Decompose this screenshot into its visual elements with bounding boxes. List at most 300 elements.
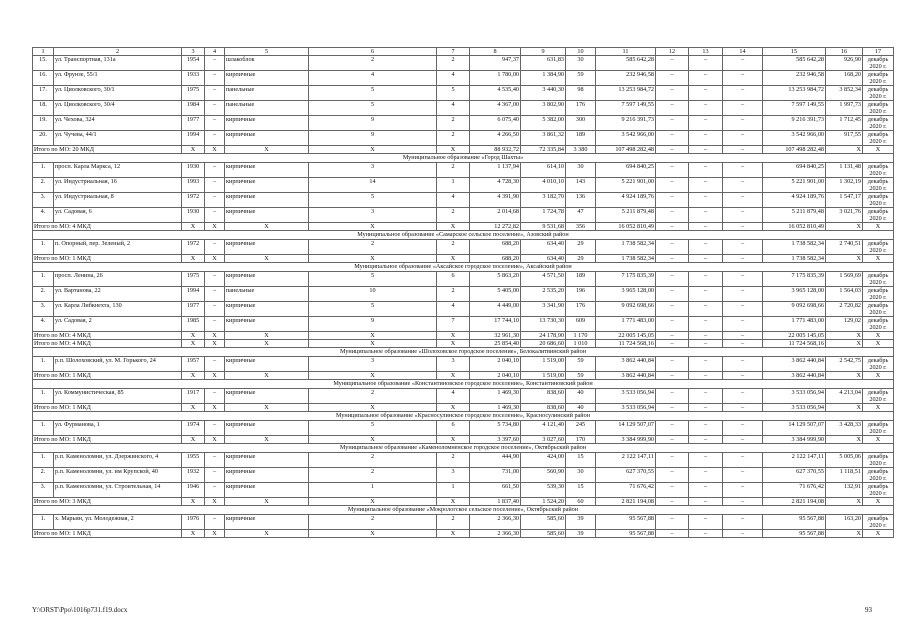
table-cell: – [205, 302, 225, 317]
municipality-heading-row [33, 231, 894, 240]
subtotal-cell: X [205, 223, 225, 231]
subtotal-cell: 1 170 [566, 332, 596, 340]
subtotal-cell: 1 738 582,34 [596, 255, 656, 263]
table-cell: 3 341,90 [521, 302, 566, 317]
table-cell: 5 005,06 [826, 453, 863, 468]
table-cell: 1 [437, 178, 470, 193]
address-cell: ул. Чехова, 324 [54, 116, 182, 131]
table-cell: 7 [437, 317, 470, 332]
table-cell: 17. [33, 86, 54, 101]
table-cell: 13 253 984,72 [596, 86, 656, 101]
subtotal-cell: X [309, 436, 437, 444]
table-cell: 1 384,90 [521, 71, 566, 86]
table-cell: – [723, 116, 763, 131]
subtotal-cell: 29 [566, 255, 596, 263]
table-cell: – [205, 515, 225, 530]
table-cell: 661,50 [470, 483, 521, 498]
table-cell: 5 382,00 [521, 116, 566, 131]
table-cell: 17 744,10 [470, 317, 521, 332]
column-number-cell: 4 [205, 48, 225, 56]
table-cell: – [656, 116, 689, 131]
column-number-cell: 14 [723, 48, 763, 56]
table-cell: 40 [566, 389, 596, 404]
address-cell: ул. Циолковского, 30/4 [54, 101, 182, 116]
table-cell: 1946 [182, 483, 205, 498]
table-cell: 1976 [182, 515, 205, 530]
table-cell: – [723, 131, 763, 146]
table-cell: 1 131,48 [826, 163, 863, 178]
table-cell: 1972 [182, 240, 205, 255]
subtotal-cell: 2 366,30 [470, 530, 521, 538]
table-cell: 10 [309, 287, 437, 302]
municipality-heading: Муниципальное образование «Аксайское городское поселение», Аксайский район [33, 263, 894, 272]
table-cell: 5 [309, 421, 437, 436]
table-cell: 2. [33, 287, 54, 302]
table-cell: 838,60 [521, 389, 566, 404]
table-cell: – [723, 163, 763, 178]
table-cell: 3 533 056,94 [763, 389, 826, 404]
table-cell: 7 597 149,55 [596, 101, 656, 116]
table-cell: 2 720,82 [826, 302, 863, 317]
table-cell: декабрь 2020 г. [863, 163, 894, 178]
table-cell: 13 253 984,72 [763, 86, 826, 101]
municipality-heading-row [33, 154, 894, 163]
address-cell: ул. Фурманова, 1 [54, 421, 182, 436]
subtotal-cell: 107 498 282,48 [596, 146, 656, 154]
table-cell: – [656, 421, 689, 436]
subtotal-row [33, 340, 894, 348]
subtotal-cell: X [826, 332, 863, 340]
table-cell: 2 535,20 [521, 287, 566, 302]
table-cell: 3 862 440,84 [763, 357, 826, 372]
building-row [33, 317, 894, 332]
subtotal-cell: X [309, 498, 437, 506]
column-number-cell: 11 [596, 48, 656, 56]
table-cell: – [656, 272, 689, 287]
subtotal-cell: – [656, 436, 689, 444]
subtotal-cell: 22 005 145,05 [763, 332, 826, 340]
table-cell: 4 213,04 [826, 389, 863, 404]
building-row [33, 453, 894, 468]
table-cell: 444,90 [470, 453, 521, 468]
table-cell: 1 [437, 483, 470, 498]
building-row [33, 483, 894, 498]
table-cell: – [723, 86, 763, 101]
table-cell: – [723, 421, 763, 436]
address-cell: ул. Циолковского, 30/1 [54, 86, 182, 101]
table-cell: 1. [33, 515, 54, 530]
table-cell: 18. [33, 101, 54, 116]
table-cell: – [656, 468, 689, 483]
column-number-cell: 10 [566, 48, 596, 56]
table-cell: 1 724,78 [521, 208, 566, 223]
table-cell: 6 075,40 [470, 116, 521, 131]
subtotal-cell: 634,40 [521, 255, 566, 263]
table-cell: 2 [309, 389, 437, 404]
table-cell: 2 [437, 240, 470, 255]
table-cell: 176 [566, 302, 596, 317]
table-cell: 1 [309, 483, 437, 498]
subtotal-cell: X [826, 498, 863, 506]
subtotal-cell: 3 862 440,84 [763, 372, 826, 380]
table-cell: – [205, 453, 225, 468]
table-cell: кирпичные [225, 131, 309, 146]
subtotal-cell: – [723, 332, 763, 340]
table-cell: – [723, 302, 763, 317]
table-cell: 176 [566, 101, 596, 116]
table-cell: 1994 [182, 131, 205, 146]
subtotal-cell: X [225, 332, 309, 340]
table-cell: декабрь 2020 г. [863, 453, 894, 468]
column-number-row [33, 48, 894, 56]
table-cell: 3 861,32 [521, 131, 566, 146]
building-row [33, 56, 894, 71]
table-cell: 5 [309, 101, 437, 116]
table-cell: панельные [225, 86, 309, 101]
municipality-heading: Муниципальное образование «Город Шахты» [33, 154, 894, 163]
subtotal-cell: X [826, 223, 863, 231]
table-cell: – [723, 483, 763, 498]
subtotal-cell: X [309, 332, 437, 340]
subtotal-cell: X [182, 498, 205, 506]
table-cell: 627 370,55 [596, 468, 656, 483]
building-row [33, 357, 894, 372]
table-cell: 1. [33, 453, 54, 468]
subtotal-cell: 72 335,84 [521, 146, 566, 154]
table-cell: 2 [437, 208, 470, 223]
table-cell: 1. [33, 389, 54, 404]
table-cell: 4 449,00 [470, 302, 521, 317]
subtotal-cell: – [656, 332, 689, 340]
table-cell: 1 302,19 [826, 178, 863, 193]
table-cell: 2 [309, 468, 437, 483]
subtotal-cell: 3 384 999,90 [596, 436, 656, 444]
table-cell: декабрь 2020 г. [863, 302, 894, 317]
table-cell: 95 567,88 [596, 515, 656, 530]
table-cell: 3 021,76 [826, 208, 863, 223]
table-cell: панельные [225, 101, 309, 116]
table-cell: – [723, 468, 763, 483]
table-cell: декабрь 2020 г. [863, 178, 894, 193]
table-cell: 5 221 901,00 [763, 178, 826, 193]
table-cell: кирпичные [225, 193, 309, 208]
subtotal-cell: – [656, 372, 689, 380]
subtotal-cell: X [863, 498, 894, 506]
table-cell: 1 137,94 [470, 163, 521, 178]
subtotal-cell: 16 052 810,49 [763, 223, 826, 231]
table-cell: 1 564,03 [826, 287, 863, 302]
table-cell: 168,20 [826, 71, 863, 86]
table-cell: 1957 [182, 357, 205, 372]
table-cell: – [656, 178, 689, 193]
subtotal-cell: X [826, 146, 863, 154]
table-cell: 688,20 [470, 240, 521, 255]
subtotal-row [33, 372, 894, 380]
table-cell: 4 121,40 [521, 421, 566, 436]
subtotal-cell: X [205, 332, 225, 340]
table-cell: 2 [437, 131, 470, 146]
table-cell: – [689, 317, 723, 332]
subtotal-cell: – [723, 436, 763, 444]
table-cell: – [656, 193, 689, 208]
table-cell: 2 [309, 240, 437, 255]
table-cell: 1917 [182, 389, 205, 404]
address-cell: ул. Садовая, 2 [54, 317, 182, 332]
column-number-cell: 12 [656, 48, 689, 56]
table-cell: 3. [33, 302, 54, 317]
address-cell: просп. Карла Маркса, 12 [54, 163, 182, 178]
table-cell: кирпичные [225, 163, 309, 178]
table-cell: – [689, 453, 723, 468]
address-cell: р.п. Каменоломни, ул. Строительная, 14 [54, 483, 182, 498]
municipality-heading: Муниципальное образование «Каменоломненское городское поселение», Октябрьский район [33, 444, 894, 453]
subtotal-cell: 1 519,00 [521, 372, 566, 380]
subtotal-cell: – [723, 340, 763, 348]
table-cell: – [656, 56, 689, 71]
table-cell: 59 [566, 71, 596, 86]
subtotal-cell: X [863, 340, 894, 348]
table-cell: – [689, 421, 723, 436]
table-cell: – [723, 272, 763, 287]
table-cell: 1933 [182, 71, 205, 86]
table-cell: 71 676,42 [596, 483, 656, 498]
table-cell: 4 535,40 [470, 86, 521, 101]
table-cell: 4 010,10 [521, 178, 566, 193]
table-cell: кирпичные [225, 317, 309, 332]
subtotal-cell: X [863, 530, 894, 538]
subtotal-cell: – [656, 404, 689, 412]
subtotal-cell: 3 027,60 [521, 436, 566, 444]
subtotal-cell: 1 469,30 [470, 404, 521, 412]
table-cell: 4 [437, 389, 470, 404]
table-cell: 5 734,80 [470, 421, 521, 436]
table-cell: 3 182,70 [521, 193, 566, 208]
table-cell: 3. [33, 193, 54, 208]
table-cell: – [205, 240, 225, 255]
table-cell: – [689, 389, 723, 404]
municipality-heading-row [33, 380, 894, 389]
building-row [33, 101, 894, 116]
table-cell: – [205, 317, 225, 332]
table-cell: 4 [437, 71, 470, 86]
address-cell: ул. Фрунзе, 55/1 [54, 71, 182, 86]
subtotal-cell: 59 [566, 372, 596, 380]
subtotal-cell: 3 384 999,90 [763, 436, 826, 444]
municipality-heading: Муниципальное образование «Самарское сельское поселение», Азовский район [33, 231, 894, 240]
table-cell: 47 [566, 208, 596, 223]
table-cell: 3 [309, 208, 437, 223]
subtotal-row [33, 530, 894, 538]
subtotal-cell: X [225, 404, 309, 412]
table-cell: 4 571,50 [521, 272, 566, 287]
table-cell: 7 597 149,55 [763, 101, 826, 116]
table-cell: 2 122 147,11 [763, 453, 826, 468]
table-cell: 7 175 835,39 [596, 272, 656, 287]
subtotal-cell: X [309, 255, 437, 263]
table-cell: декабрь 2020 г. [863, 357, 894, 372]
subtotal-row [33, 223, 894, 231]
table-cell: 1. [33, 163, 54, 178]
address-cell: р.п. Шолоховский, ул. М. Горького, 24 [54, 357, 182, 372]
column-number-cell: 5 [225, 48, 309, 56]
table-cell: 3 852,34 [826, 86, 863, 101]
table-cell: 4 728,30 [470, 178, 521, 193]
building-row [33, 421, 894, 436]
address-cell: ул. Карла Либкнехта, 130 [54, 302, 182, 317]
table-cell: – [689, 178, 723, 193]
table-cell: 5 [309, 86, 437, 101]
subtotal-cell: X [225, 436, 309, 444]
subtotal-cell: X [182, 404, 205, 412]
column-number-cell: 16 [826, 48, 863, 56]
subtotal-row [33, 255, 894, 263]
address-cell: р.п. Каменоломни, ул. им Крупской, 40 [54, 468, 182, 483]
table-cell: 2 [309, 453, 437, 468]
table-cell: 1 738 582,34 [596, 240, 656, 255]
table-cell: – [689, 357, 723, 372]
table-cell: – [689, 71, 723, 86]
table-cell: 232 946,58 [596, 71, 656, 86]
subtotal-cell: – [723, 255, 763, 263]
subtotal-cell: X [205, 404, 225, 412]
subtotal-cell: 32 961,30 [470, 332, 521, 340]
table-cell: 4 367,00 [470, 101, 521, 116]
table-cell: – [656, 357, 689, 372]
table-cell: декабрь 2020 г. [863, 287, 894, 302]
table-cell: 4. [33, 317, 54, 332]
table-cell: 3 542 966,00 [596, 131, 656, 146]
table-cell: – [205, 131, 225, 146]
subtotal-cell: – [656, 530, 689, 538]
table-cell: 5 [309, 272, 437, 287]
municipality-heading-row [33, 263, 894, 272]
subtotal-cell: X [437, 530, 470, 538]
table-cell: 4 [437, 101, 470, 116]
table-cell: декабрь 2020 г. [863, 421, 894, 436]
table-cell: 9 216 391,73 [596, 116, 656, 131]
table-cell: 189 [566, 131, 596, 146]
table-cell: 627 370,55 [763, 468, 826, 483]
building-row [33, 272, 894, 287]
address-cell: ул. Транспортная, 131а [54, 56, 182, 71]
table-cell: 2 122 147,11 [596, 453, 656, 468]
subtotal-cell: X [225, 372, 309, 380]
table-cell: – [689, 483, 723, 498]
table-cell: кирпичные [225, 71, 309, 86]
table-cell: 13 730,30 [521, 317, 566, 332]
table-cell: – [723, 317, 763, 332]
table-cell: 143 [566, 178, 596, 193]
table-cell: 3 [437, 468, 470, 483]
table-cell: 3. [33, 483, 54, 498]
table-cell: 1975 [182, 86, 205, 101]
table-cell: – [723, 240, 763, 255]
table-cell: 14 129 507,07 [763, 421, 826, 436]
subtotal-cell: 1 837,40 [470, 498, 521, 506]
table-cell: 2 [437, 56, 470, 71]
subtotal-cell: 2 040,10 [470, 372, 521, 380]
table-cell: 2 542,75 [826, 357, 863, 372]
subtotal-cell: X [863, 255, 894, 263]
table-cell: – [205, 421, 225, 436]
subtotal-cell: 107 498 282,48 [763, 146, 826, 154]
table-cell: 1 569,69 [826, 272, 863, 287]
table-cell: – [656, 389, 689, 404]
subtotal-cell: X [205, 436, 225, 444]
subtotal-label: Итого по МО: 1 МКД [33, 255, 182, 263]
subtotal-cell: – [656, 255, 689, 263]
table-cell: 614,10 [521, 163, 566, 178]
municipality-heading: Муниципальное образование «Шолоховское городское поселение», Белокалитвинский район [33, 348, 894, 357]
column-number-cell: 6 [309, 48, 437, 56]
table-cell: 917,55 [826, 131, 863, 146]
subtotal-cell: X [309, 404, 437, 412]
table-cell: 1974 [182, 421, 205, 436]
table-cell: 1 771 483,00 [763, 317, 826, 332]
table-cell: – [689, 240, 723, 255]
table-cell: кирпичные [225, 468, 309, 483]
table-cell: 14 [309, 178, 437, 193]
table-cell: декабрь 2020 г. [863, 116, 894, 131]
subtotal-cell: 3 533 056,94 [763, 404, 826, 412]
building-row [33, 515, 894, 530]
building-row [33, 178, 894, 193]
table-cell: 2 740,51 [826, 240, 863, 255]
subtotal-cell: 25 854,40 [470, 340, 521, 348]
table-cell: 2 [309, 56, 437, 71]
building-row [33, 302, 894, 317]
building-row [33, 208, 894, 223]
building-row [33, 131, 894, 146]
table-cell: 5 211 879,48 [763, 208, 826, 223]
table-cell: 1930 [182, 163, 205, 178]
table-cell: декабрь 2020 г. [863, 71, 894, 86]
building-row [33, 468, 894, 483]
subtotal-cell: X [182, 530, 205, 538]
subtotal-cell: X [437, 255, 470, 263]
table-cell: кирпичные [225, 357, 309, 372]
table-cell: 731,00 [470, 468, 521, 483]
municipality-heading-row [33, 506, 894, 515]
table-cell: кирпичные [225, 302, 309, 317]
subtotal-cell: X [826, 530, 863, 538]
table-cell: 5 863,20 [470, 272, 521, 287]
table-cell: – [689, 272, 723, 287]
table-cell: – [205, 389, 225, 404]
table-cell: 3 533 056,94 [596, 389, 656, 404]
table-cell: 1 519,00 [521, 357, 566, 372]
table-cell: – [656, 131, 689, 146]
subtotal-cell: – [723, 223, 763, 231]
table-cell: 30 [566, 56, 596, 71]
table-cell: 560,90 [521, 468, 566, 483]
table-cell: 1993 [182, 178, 205, 193]
table-cell: 585,60 [521, 515, 566, 530]
building-row [33, 116, 894, 131]
subtotal-cell: – [656, 340, 689, 348]
table-cell: 19. [33, 116, 54, 131]
subtotal-label: Итого по МО: 20 МКД [33, 146, 182, 154]
table-cell: – [723, 193, 763, 208]
table-cell: – [205, 86, 225, 101]
municipality-heading: Муниципальное образование «Константиновское городское поселение», Константиновский район [33, 380, 894, 389]
table-cell: – [205, 357, 225, 372]
subtotal-cell: X [826, 255, 863, 263]
table-cell: 9 092 698,66 [596, 302, 656, 317]
table-cell: кирпичные [225, 178, 309, 193]
table-cell: 1985 [182, 317, 205, 332]
table-cell: 585 642,28 [596, 56, 656, 71]
